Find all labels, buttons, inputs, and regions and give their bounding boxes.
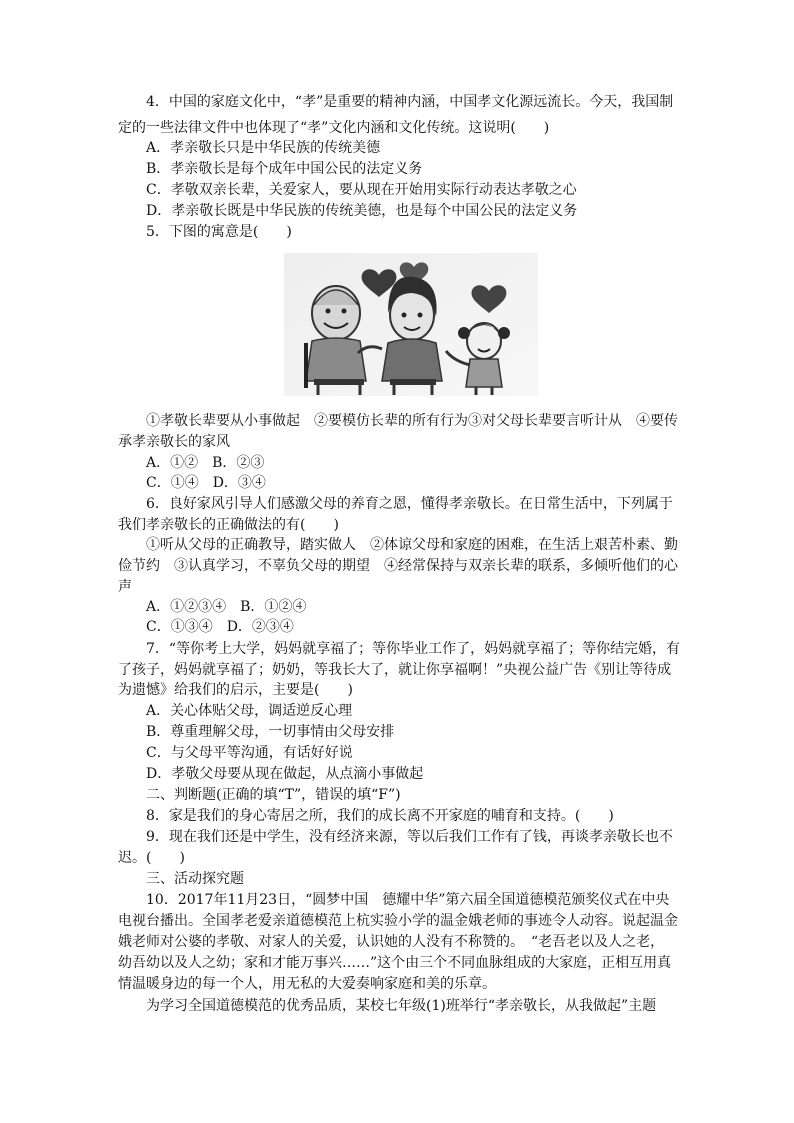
q7-option-a: A．关心体贴父母，调适逆反心理 (146, 703, 353, 719)
q6-options-line-2: C．①③④ D．②③④ (146, 619, 294, 635)
q9-line-2: 迟。( ) (118, 850, 185, 866)
grandfather-figure (306, 286, 366, 395)
family-illustration (284, 253, 538, 396)
q10-line-5: 情温暖身边的每一个人，用无私的大爱奏响家庭和美的乐章。 (118, 976, 496, 992)
q4-option-a: A．孝亲敬长只是中华民族的传统美德 (146, 140, 381, 156)
q4-option-d: D．孝亲敬长既是中华民族的传统美德，也是每个中国公民的法定义务 (146, 203, 578, 219)
q7-option-d: D．孝敬父母要从现在做起，从点滴小事做起 (146, 766, 424, 782)
q4-stem-line-1: 4．中国的家庭文化中，“孝”是重要的精神内涵，中国孝文化源远流长。今天，我国制 (146, 94, 674, 110)
q7-stem-line-3: 为遗憾》给我们的启示，主要是( ) (118, 682, 353, 698)
q5-stem: 5．下图的寓意是( ) (146, 224, 292, 240)
q8: 8．家是我们的身心寄居之所，我们的成长离不开家庭的哺育和支持。( ) (146, 808, 614, 824)
q10-line-6: 为学习全国道德模范的优秀品质，某校七年级(1)班举行“孝亲敬长，从我做起”主题 (146, 998, 657, 1014)
q4-stem-line-2: 定的一些法律文件中也体现了“孝”文化内涵和文化传统。这说明( ) (118, 120, 550, 136)
q5-statements-line-2: 承孝亲敬长的家风 (118, 434, 230, 450)
q6-statements-line-1: ①听从父母的正确教导，踏实做人 ②体谅父母和家庭的困难，在生活上艰苦朴素、勤 (146, 537, 678, 553)
q5-options-line-1: A．①② B．②③ (146, 455, 265, 471)
q10-line-3: 娥老师对公婆的孝敬、对家人的关爱，认识她的人没有不称赞的。 “老吾老以及人之老， (118, 934, 665, 950)
q4-option-b: B．孝亲敬长是每个成年中国公民的法定义务 (146, 161, 423, 177)
q7-option-b: B．尊重理解父母，一切事情由父母安排 (146, 724, 395, 740)
q10-line-4: 幼吾幼以及人之幼；家和才能万事兴……”这个由三个不同血脉组成的大家庭，正相互用真 (118, 955, 672, 971)
q6-statements-line-2: 俭节约 ③认真学习，不辜负父母的期望 ④经常保持与双亲长辈的联系，多倾听他们的心 (118, 558, 678, 574)
section-3-heading: 三、活动探究题 (146, 871, 244, 887)
q10-line-1: 10．2017年11月23日，“圆梦中国 德耀中华”第六届全国道德模范颁奖仪式在中央 (146, 892, 670, 908)
q6-statements-line-3: 声 (118, 579, 132, 595)
q5-statements-line-1: ①孝敬长辈要从小事做起 ②要模仿长辈的所有行为③对父母长辈要言听计从 ④要传 (146, 413, 678, 429)
q7-stem-line-2: 了孩子，妈妈就享福了；奶奶，等我长大了，就让你享福啊！”央视公益广告《别让等待成 (118, 662, 672, 678)
q6-stem-line-2: 我们孝亲敬长的正确做法的有( ) (118, 517, 339, 533)
q7-option-c: C．与父母平等沟通，有话好好说 (146, 745, 353, 761)
section-2-heading: 二、判断题(正确的填“T”，错误的填“F”) (146, 787, 401, 803)
q4-option-c: C．孝敬双亲长辈，关爱家人，要从现在开始用实际行动表达孝敬之心 (146, 182, 577, 198)
q6-stem-line-1: 6．良好家风引导人们感激父母的养育之恩，懂得孝亲敬长。在日常生活中，下列属于 (146, 496, 673, 512)
q7-stem-line-1: 7．“等你考上大学，妈妈就享福了；等你毕业工作了，妈妈就享福了；等你结完婚，有 (146, 641, 681, 657)
q10-line-2: 电视台播出。全国孝老爱亲道德模范上杭实验小学的温金娥老师的事迹令人动容。说起温金 (118, 913, 678, 929)
q5-options-line-2: C．①④ D．③④ (146, 475, 266, 491)
q9-line-1: 9．现在我们还是中学生，没有经济来源，等以后我们工作有了钱，再谈孝亲敬长也不 (146, 829, 673, 845)
q6-options-line-1: A．①②③④ B．①②④ (146, 599, 307, 615)
